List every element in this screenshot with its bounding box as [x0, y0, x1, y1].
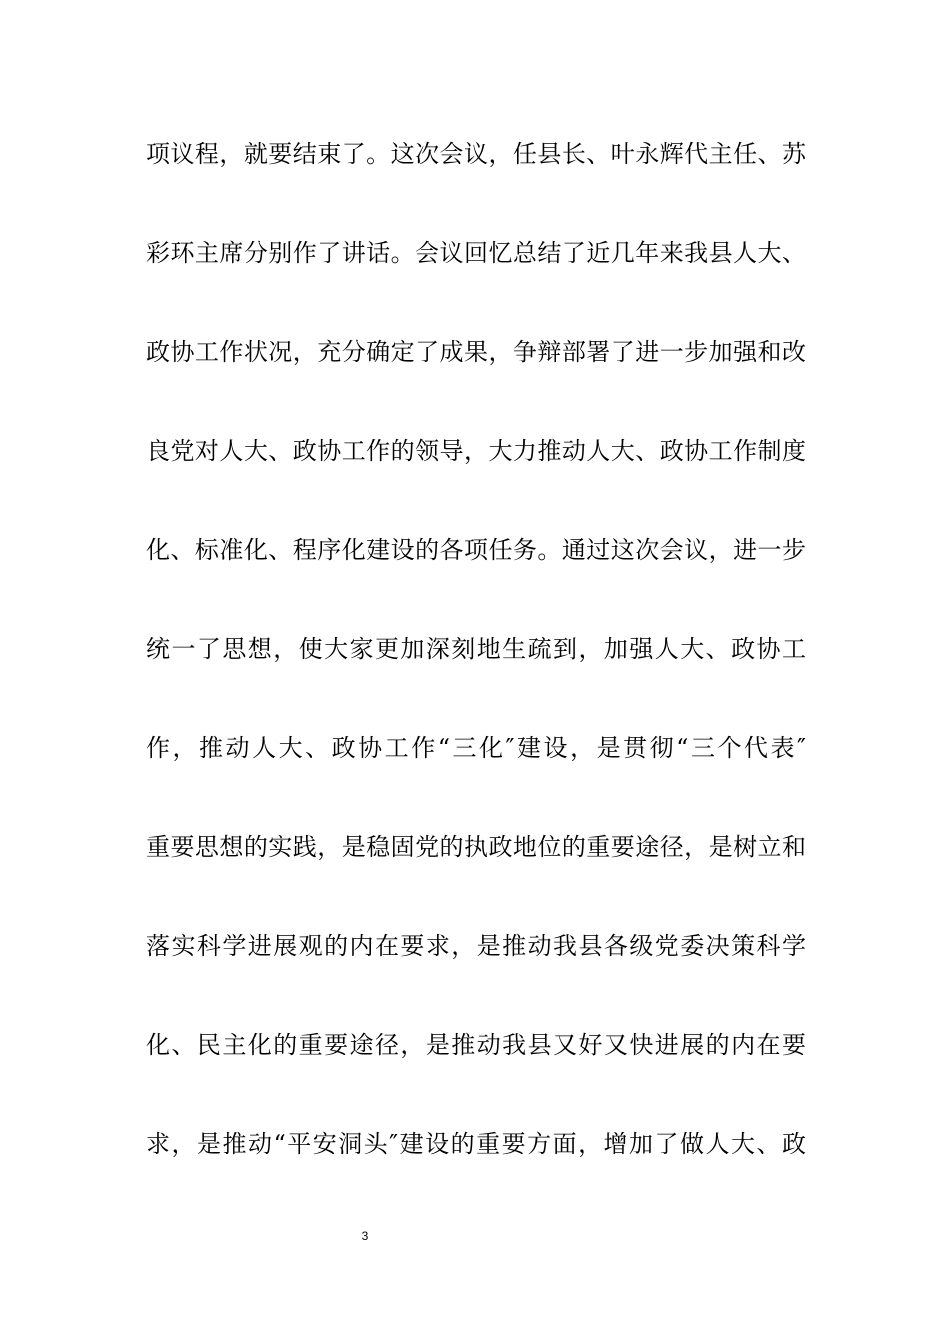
page-number: 3 — [361, 1229, 369, 1243]
body-text-line: 良党对人大、政协工作的领导，大力推动人大、政协工作制度 — [146, 437, 806, 465]
body-text-line: 落实科学进展观的内在要求，是推动我县各级党委决策科学 — [146, 932, 806, 960]
body-text-line: 重要思想的实践，是稳固党的执政地位的重要途径，是树立和 — [146, 833, 806, 861]
body-text-line: 作，推动人大、政协工作“三化″建设，是贯彻“三个代表″ — [146, 734, 806, 762]
body-text-line: 统一了思想，使大家更加深刻地生疏到，加强人大、政协工 — [146, 635, 806, 663]
body-text-line: 求，是推动“平安洞头″建设的重要方面，增加了做人大、政 — [146, 1130, 806, 1158]
body-text-line: 政协工作状况，充分确定了成果，争辩部署了进一步加强和改 — [146, 338, 806, 366]
body-text-line: 项议程，就要结束了。这次会议，任县长、叶永辉代主任、苏 — [146, 140, 806, 168]
body-text-line: 化、标准化、程序化建设的各项任务。通过这次会议，进一步 — [146, 536, 806, 564]
body-text-line: 化、民主化的重要途径，是推动我县又好又快进展的内在要 — [146, 1031, 806, 1059]
body-text-line: 彩环主席分别作了讲话。会议回忆总结了近几年来我县人大、 — [146, 239, 806, 267]
